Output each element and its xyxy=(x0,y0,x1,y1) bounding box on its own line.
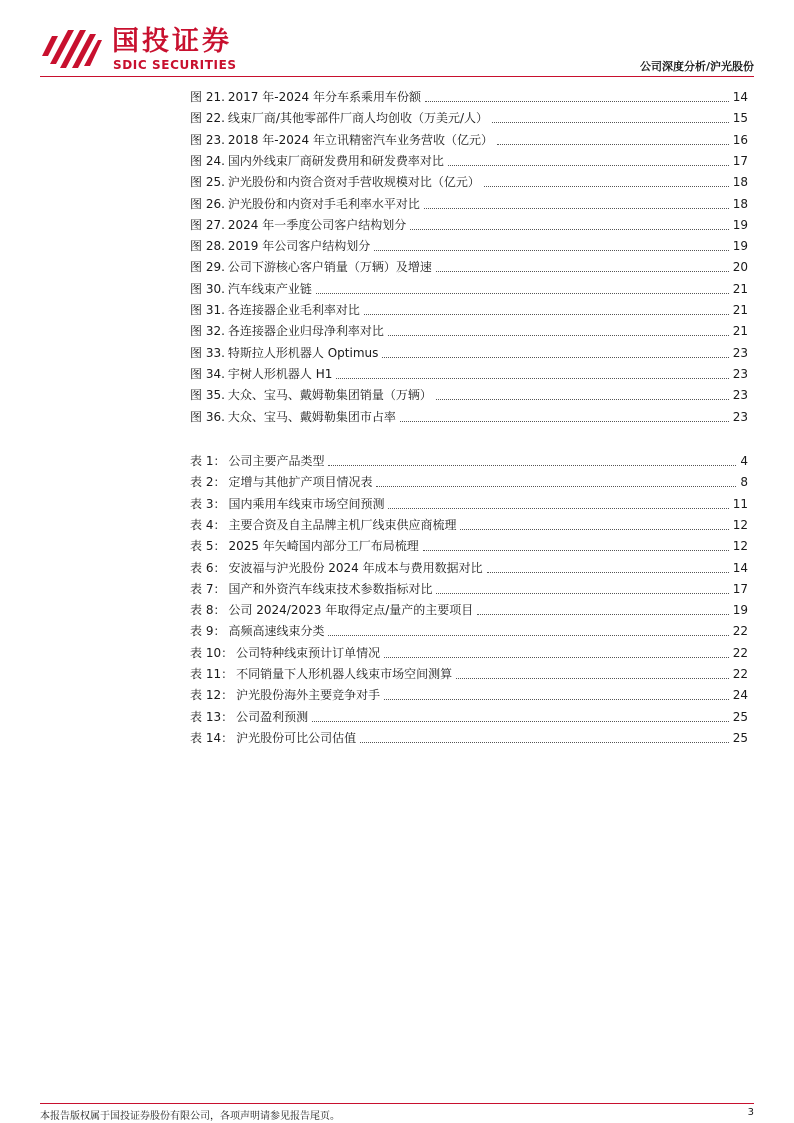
toc-page-number: 14 xyxy=(732,90,748,104)
report-type: 公司深度分析/沪光股份 xyxy=(639,60,754,73)
dot-leader xyxy=(425,101,729,102)
toc-label: 表 9： xyxy=(190,624,226,639)
toc-entry[interactable] xyxy=(190,385,748,406)
toc-page-number: 23 xyxy=(732,345,748,360)
toc-entry[interactable] xyxy=(190,215,748,236)
page-header xyxy=(40,22,754,82)
toc-page-number: 23 xyxy=(732,409,748,424)
toc-title: 定增与其他扩产项目情况表 xyxy=(228,475,373,490)
toc-page-number: 11 xyxy=(732,496,748,511)
toc-entry[interactable] xyxy=(190,451,748,472)
toc-title: 特斯拉人形机器人 Optimus xyxy=(227,345,379,360)
toc-page-number: 25 xyxy=(732,730,748,745)
toc-title: 2018 年-2024 年立讯精密汽车业务营收（亿元） xyxy=(227,132,493,147)
toc-title: 国内外线束厂商研发费用和研发费率对比 xyxy=(227,153,444,168)
toc-entry[interactable] xyxy=(190,643,748,664)
toc-entry[interactable] xyxy=(190,151,748,172)
toc-page-number: 25 xyxy=(732,709,748,724)
toc-entry[interactable] xyxy=(190,728,748,749)
toc-label: 图 21. xyxy=(190,90,225,104)
dot-leader xyxy=(456,678,729,679)
toc-title: 公司 2024/2023 年取得定点/量产的主要项目 xyxy=(228,603,474,618)
toc-page-number: 20 xyxy=(732,260,748,275)
toc-label: 图 23. xyxy=(190,132,225,147)
toc-entry[interactable] xyxy=(190,558,748,579)
toc-page-number: 21 xyxy=(732,281,748,296)
toc-label: 表 7： xyxy=(190,581,226,596)
toc-page-number: 23 xyxy=(732,366,748,381)
toc-entry[interactable] xyxy=(190,343,748,364)
toc-label: 图 28. xyxy=(190,239,225,254)
toc-label: 图 24. xyxy=(190,153,225,168)
toc-entry[interactable] xyxy=(190,364,748,385)
dot-leader xyxy=(410,229,728,230)
dot-leader xyxy=(364,314,729,315)
toc-title: 线束厂商/其他零部件厂商人均创收（万美元/人） xyxy=(227,111,488,126)
toc-label: 图 30. xyxy=(190,281,225,296)
toc-label: 图 31. xyxy=(190,303,225,317)
dot-leader xyxy=(448,165,729,166)
toc-entry[interactable] xyxy=(190,685,748,706)
header-divider xyxy=(40,76,754,77)
dot-leader xyxy=(497,144,729,145)
dot-leader xyxy=(384,699,729,700)
toc-page-number: 8 xyxy=(740,475,748,490)
toc-label: 图 26. xyxy=(190,196,225,211)
toc-title: 沪光股份可比公司估值 xyxy=(236,730,357,745)
toc-title: 宇树人形机器人 H1 xyxy=(227,366,333,381)
toc-title: 公司主要产品类型 xyxy=(228,454,325,468)
toc-page-number: 19 xyxy=(732,603,748,618)
toc-entry[interactable] xyxy=(190,472,748,493)
toc-title: 国产和外资汽车线束技术参数指标对比 xyxy=(228,581,433,596)
toc-label: 图 32. xyxy=(190,324,225,339)
dot-leader xyxy=(400,421,729,422)
company-logo xyxy=(42,26,272,72)
dot-leader xyxy=(328,465,736,466)
toc-title: 沪光股份海外主要竞争对手 xyxy=(236,688,381,703)
toc-page-number: 17 xyxy=(732,581,748,596)
toc-entry[interactable] xyxy=(190,108,748,129)
dot-leader xyxy=(388,335,729,336)
dot-leader xyxy=(384,657,729,658)
toc-entry[interactable] xyxy=(190,300,748,321)
toc-entry[interactable] xyxy=(190,194,748,215)
footer-divider xyxy=(40,1103,754,1104)
toc-page-number: 22 xyxy=(732,645,748,660)
toc-page-number: 18 xyxy=(732,196,748,211)
toc-label: 图 34. xyxy=(190,366,225,381)
toc-page-number: 19 xyxy=(732,239,748,254)
toc-page-number: 12 xyxy=(732,517,748,532)
toc-entry[interactable] xyxy=(190,600,748,621)
page-number: 3 xyxy=(747,1107,754,1118)
toc-label: 表 5： xyxy=(190,539,226,554)
dot-leader xyxy=(376,486,736,487)
toc-label: 表 11： xyxy=(190,667,234,681)
toc-page-number: 12 xyxy=(732,539,748,554)
toc-title: 公司下游核心客户销量（万辆）及增速 xyxy=(227,260,432,275)
toc-entry[interactable] xyxy=(190,664,748,685)
toc-page-number: 4 xyxy=(740,454,748,468)
toc-entry[interactable] xyxy=(190,536,748,557)
toc-label: 图 35. xyxy=(190,388,225,403)
toc-title: 安波福与沪光股份 2024 年成本与费用数据对比 xyxy=(228,560,483,575)
toc-label: 表 8： xyxy=(190,603,226,618)
toc-page-number: 15 xyxy=(732,111,748,126)
dot-leader xyxy=(336,378,728,379)
toc-title: 大众、宝马、戴姆勒集团市占率 xyxy=(227,409,396,424)
toc-page-number: 19 xyxy=(732,217,748,232)
toc-title: 2017 年-2024 年分车系乘用车份额 xyxy=(227,90,421,104)
toc-entry[interactable] xyxy=(190,707,748,728)
toc-title: 公司特种线束预计订单情况 xyxy=(236,645,381,660)
toc-page-number: 22 xyxy=(732,667,748,681)
toc-page-number: 18 xyxy=(732,175,748,190)
toc-title: 大众、宝马、戴姆勒集团销量（万辆） xyxy=(227,388,432,403)
toc-title: 2024 年一季度公司客户结构划分 xyxy=(227,217,407,232)
toc-label: 图 22. xyxy=(190,111,225,126)
toc-title: 2019 年公司客户结构划分 xyxy=(227,239,371,254)
toc-label: 表 1： xyxy=(190,454,226,468)
dot-leader xyxy=(460,529,728,530)
toc-page-number: 17 xyxy=(732,153,748,168)
toc-entry[interactable] xyxy=(190,321,748,342)
dot-leader xyxy=(328,635,728,636)
dot-leader xyxy=(312,721,729,722)
dot-leader xyxy=(436,399,729,400)
toc-title: 高频高速线束分类 xyxy=(228,624,325,639)
dot-leader xyxy=(360,742,729,743)
toc-label: 表 3： xyxy=(190,496,226,511)
toc-page-number: 21 xyxy=(732,324,748,339)
toc-entry[interactable] xyxy=(190,236,748,257)
dot-leader xyxy=(436,271,729,272)
toc-label: 图 33. xyxy=(190,345,225,360)
logo-chinese-name: 国投证券 xyxy=(112,26,232,57)
toc-entry[interactable] xyxy=(190,515,748,536)
toc-label: 表 10： xyxy=(190,645,234,660)
toc-entry[interactable] xyxy=(190,579,748,600)
toc-page-number: 21 xyxy=(732,303,748,317)
toc-title: 各连接器企业归母净利率对比 xyxy=(227,324,384,339)
toc-label: 图 27. xyxy=(190,217,225,232)
toc-title: 公司盈利预测 xyxy=(236,709,309,724)
toc-title: 汽车线束产业链 xyxy=(227,281,312,296)
toc-label: 图 25. xyxy=(190,175,225,190)
toc-title: 国内乘用车线束市场空间预测 xyxy=(228,496,385,511)
dot-leader xyxy=(382,357,728,358)
toc-label: 表 4： xyxy=(190,517,226,532)
dot-leader xyxy=(436,593,728,594)
toc-entry[interactable] xyxy=(190,494,748,515)
toc-title: 2025 年矢崎国内部分工厂布局梳理 xyxy=(228,539,419,554)
toc-label: 表 2： xyxy=(190,475,226,490)
toc-page-number: 22 xyxy=(732,624,748,639)
toc-label: 表 6： xyxy=(190,560,226,575)
dot-leader xyxy=(423,550,729,551)
toc-title: 沪光股份和内资合资对手营收规模对比（亿元） xyxy=(227,175,480,190)
toc-page-number: 23 xyxy=(732,388,748,403)
toc-title: 各连接器企业毛利率对比 xyxy=(227,303,360,317)
toc-title: 不同销量下人形机器人线束市场空间测算 xyxy=(236,667,453,681)
toc-entry[interactable] xyxy=(190,130,748,151)
toc-entry[interactable] xyxy=(190,172,748,193)
dot-leader xyxy=(424,208,729,209)
dot-leader xyxy=(316,293,729,294)
toc-page-number: 14 xyxy=(732,560,748,575)
toc-entry[interactable] xyxy=(190,621,748,642)
toc-label: 图 29. xyxy=(190,260,225,275)
toc-page-number: 16 xyxy=(732,132,748,147)
toc-label: 表 13： xyxy=(190,709,234,724)
toc-title: 主要合资及自主品牌主机厂线束供应商梳理 xyxy=(228,517,457,532)
toc-entry[interactable] xyxy=(190,279,748,300)
sdic-logo-icon xyxy=(42,26,102,72)
dot-leader xyxy=(388,508,728,509)
dot-leader xyxy=(492,122,729,123)
dot-leader xyxy=(374,250,728,251)
footer-disclaimer: 本报告版权属于国投证券股份有限公司，各项声明请参见报告尾页。 xyxy=(40,1111,340,1122)
toc-entry[interactable] xyxy=(190,407,748,428)
toc-label: 表 12： xyxy=(190,688,234,703)
toc-label: 表 14： xyxy=(190,730,234,745)
toc-label: 图 36. xyxy=(190,409,225,424)
toc-page-number: 24 xyxy=(732,688,748,703)
dot-leader xyxy=(487,572,729,573)
logo-english-name: SDIC SECURITIES xyxy=(113,58,237,72)
toc-entry[interactable] xyxy=(190,87,748,108)
dot-leader xyxy=(484,186,729,187)
dot-leader xyxy=(477,614,728,615)
toc-title: 沪光股份和内资对手毛利率水平对比 xyxy=(227,196,420,211)
toc-entry[interactable] xyxy=(190,257,748,278)
